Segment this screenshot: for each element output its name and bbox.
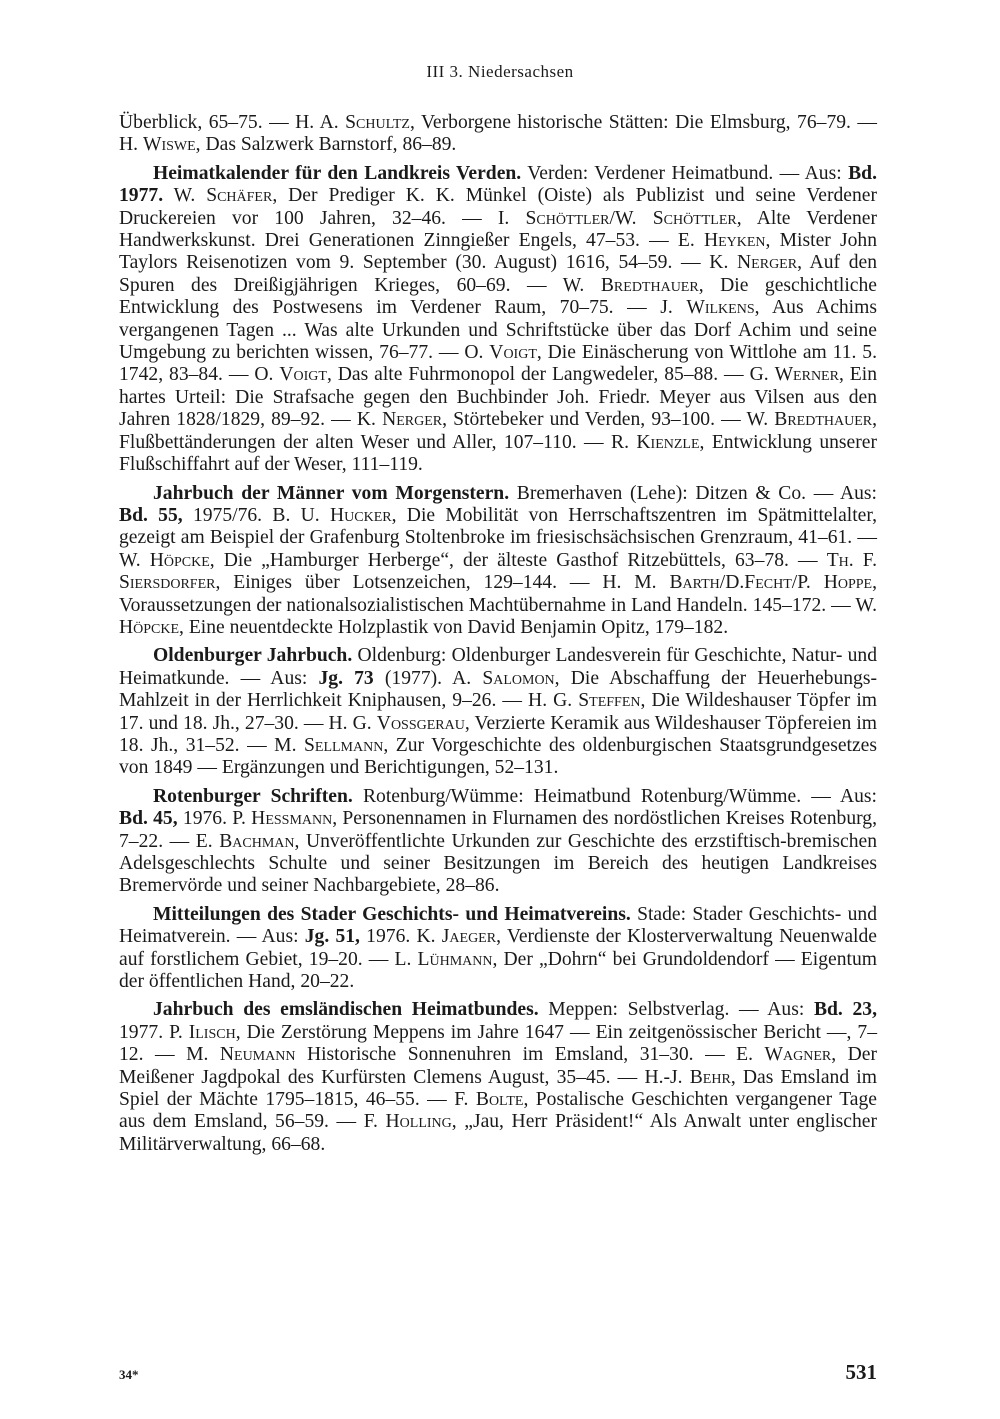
bibliography-content (119, 112, 877, 1162)
bibliography-entry: Rotenburger Schriften. Rotenburg/Wümme: Heimatbund Rotenburg/Wümme. — Aus: Bd. 45, 1976. P. Hessmann, Personennamen in Flurnamen des nordöstlichen Kreises Rotenburg, 7–22. — E. Bachman, Unveröffentlichte Urkunden zur Geschichte des erzstiftisch-bremischen Adelsgeschlechts Schulte und seiner Besitzungen im Bereich des heutigen Landkreises Bremervörde und seiner Nachbargebiete, 28–86. (119, 785, 878, 897)
signature-mark: 34* (119, 1367, 139, 1382)
bibliography-entry: Heimatkalender für den Landkreis Verden. Verden: Verdener Heimatbund. — Aus: Bd. 1977. W. Schäfer, Der Prediger K. K. Münkel (Oiste) als Publizist und seine Verdener Druckereien vor 100 Jahren, 32–46. — I. Schöttler/W. Schöttler, Alte Verdener Handwerkskunst. Drei Generationen Zinngießer Engels, 47–53. — E. Heyken, Mister John Taylors Reisenotizen vom 9. September (30. August) 1616, 54–59. — K. Nerger, Auf den Spuren des Dreißigjährigen Krieges, 60–69. — W. Bredthauer, Die geschichtliche Entwicklung des Postwesens im Verdener Raum, 70–75. — J. Wilkens, Aus Achims vergangenen Tagen ... Was alte Urkunden und Schriftstücke über das Dorf Achim und seine Umgebung zu berichten wissen, 76–77. — O. Voigt, Die Einäscherung von Wittlohe am 11. 5. 1742, 83–84. — O. Voigt, Das alte Fuhrmonopol der Langwedeler, 85–88. — G. Werner, Ein hartes Urteil: Die Strafsache gegen den Buchbinder Joh. Friedr. Meyer aus Vilsen aus den Jahren 1828/1829, 89–92. — K. Nerger, Störtebeker und Verden, 93–100. — W. Bredthauer, Flußbettänderungen der alten Weser und Aller, 107–110. — R. Kienzle, Entwicklung unserer Flußschiffahrt auf der Weser, 111–119. (119, 162, 877, 476)
bibliography-entry: Jahrbuch des emsländischen Heimatbundes. Meppen: Selbstverlag. — Aus: Bd. 23, 1977. P. Ilisch, Die Zerstörung Meppens im Jahre 1647 — Ein zeitgenössischer Bericht —, 7–12. — M. Neumann Historische Sonnenuhren im Emsland, 31–30. — E. Wagner, Der Meißener Jagdpokal des Kurfürsten Clemens August, 35–45. — H.-J. Behr, Das Emsland im Spiel der Mächte 1795–1815, 46–55. — F. Bolte, Postalische Geschichten vergangener Tage aus dem Emsland, 56–59. — F. Holling, „Jau, Herr Präsident!“ Als Anwalt unter englischer Militärverwaltung, 66–68. (119, 999, 877, 1155)
page-number: 531 (845, 1360, 877, 1384)
running-head: III 3. Niedersachsen (426, 62, 574, 81)
bibliography-entry: Überblick, 65–75. — H. A. Schultz, Verborgene historische Stätten: Die Elmsburg, 76–79. — H. Wiswe, Das Salzwerk Barnstorf, 86–89. (119, 112, 877, 156)
bibliography-entry: Jahrbuch der Männer vom Morgenstern. Bremerhaven (Lehe): Ditzen & Co. — Aus: Bd. 55, 1975/76. B. U. Hucker, Die Mobilität von Herrschaftszentren im Spätmittelalter, gezeigt am Beispiel der Grafenburg Stoltenbroke im friesischsächsischen Grenzraum, 41–61. — W. Höpcke, Die „Hamburger Herberge“, der älteste Gasthof Ritzebüttels, 63–78. — Th. F. Siersdorfer, Einiges über Lotsenzeichen, 129–144. — H. M. Barth/D.Fecht/P. Hoppe, Voraussetzungen der nationalsozialistischen Machtübernahme in Land Handeln. 145–172. — W. Höpcke, Eine neuentdeckte Holzplastik von David Benjamin Opitz, 179–182. (119, 482, 878, 638)
bibliography-entry: Mitteilungen des Stader Geschichts- und Heimatvereins. Stade: Stader Geschichts- und Heimatverein. — Aus: Jg. 51, 1976. K. Jaeger, Verdienste der Klosterverwaltung Neuenwalde auf forstlichem Gebiet, 19–20. — L. Lühmann, Der „Dohrn“ bei Grundoldendorf — Eigentum der öffentlichen Hand, 20–22. (119, 903, 877, 993)
bibliography-entry: Oldenburger Jahrbuch. Oldenburg: Oldenburger Landesverein für Geschichte, Natur- und Heimatkunde. — Aus: Jg. 73 (1977). A. Salomon, Die Abschaffung der Heuerhebungs-Mahlzeit in der Herrlichkeit Kniphausen, 9–26. — H. G. Steffen, Die Wildeshauser Töpfer im 17. und 18. Jh., 27–30. — H. G. Vossgerau, Verzierte Keramik aus Wildeshauser Töpfereien im 18. Jh., 31–52. — M. Sellmann, Zur Vorgeschichte des oldenburgischen Staatsgrundgesetzes von 1849 — Ergänzungen und Berichtigungen, 52–131. (119, 645, 878, 779)
